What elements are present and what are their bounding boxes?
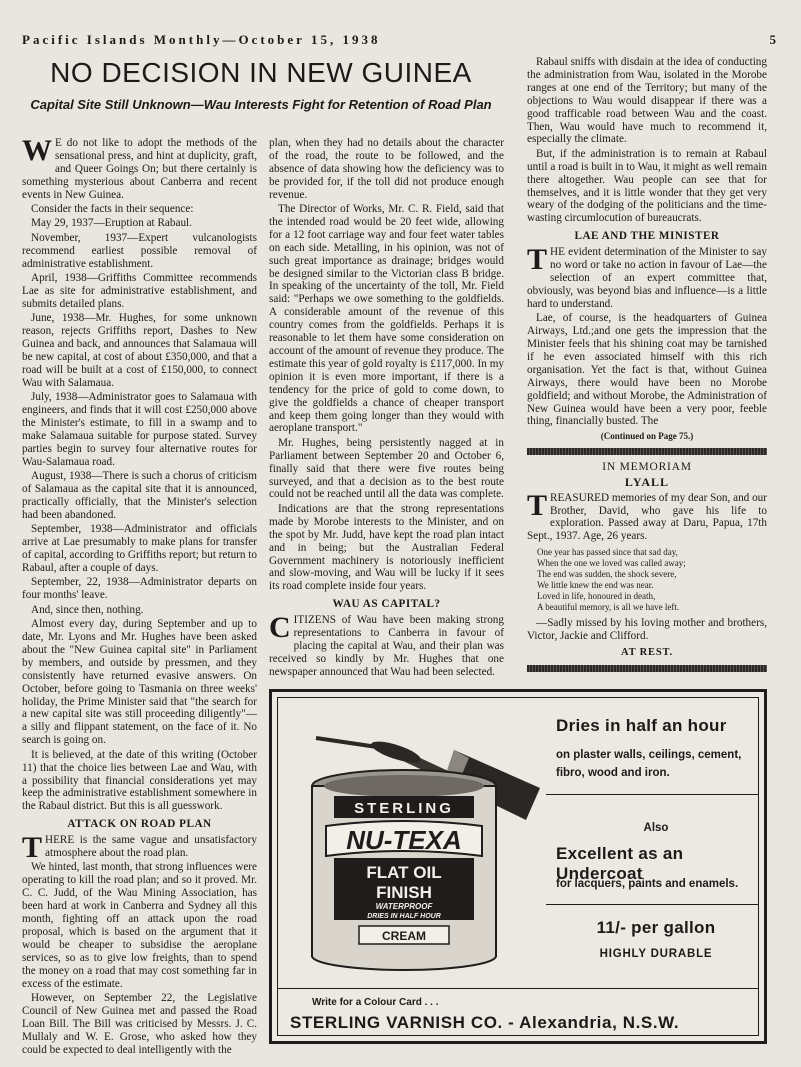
paragraph: August, 1938—There is such a chorus of criticism of Salamaua as the capital site that it is announced, practically officially, that the Minister's selection had been abandoned. — [22, 470, 257, 521]
poem-line: A beautiful memory, is all we have left. — [537, 602, 680, 613]
ad-line-5: for lacquers, paints and enamels. — [556, 878, 739, 890]
ad-frame — [277, 697, 759, 1036]
paragraph: September, 22, 1938—Administrator departs on four months' leave. — [22, 576, 257, 602]
running-title: Pacific Islands Monthly—October 15, 1938 — [22, 32, 381, 47]
divider-rule — [527, 448, 767, 455]
section-heading: ATTACK ON ROAD PLAN — [67, 818, 212, 831]
column-2 — [269, 137, 504, 682]
paragraph: June, 1938—Mr. Hughes, for some unknown reason, rejects Griffiths report, Dashes to New Guinea and back, and announces that Salamaua will be new capital, at cost of about £350,000, and that a road will be built at a cost of £150,000, to connect Wau with Salamaua. — [22, 312, 257, 389]
section-first-text: HERE is the same vague and unsatisfactory atmosphere about the road plan. — [45, 834, 257, 860]
paragraph: However, on September 22, the Legislative Council of New Guinea met and passed the Road Loan Bill. The Bill was criticised by Messrs. J. C. Mullaly and W. E. Grose, who asked how they could be expected to deal intelligently with the — [22, 992, 257, 1056]
paragraph: April, 1938—Griffiths Committee recommends Lae as site for administrative establishment, and submits detailed plans. — [22, 272, 257, 310]
section-heading: WAU AS CAPITAL? — [332, 598, 441, 611]
column-1 — [22, 134, 257, 1056]
paragraph: September, 1938—Administrator and officials arrive at Lae presumably to make plans for transfer of capital, according to Griffiths report; but return to Rabaul, after a couple of days. — [22, 523, 257, 574]
ad-footer — [278, 988, 758, 1035]
paragraph: July, 1938—Administrator goes to Salamaua with engineers, and finds that it will cost £250,000 above the Minister's estimate, to fill in a swamp and to make Salamaua suitable for purpose stated. Survey parties begin to survey four alternative routes for Wau-Salamaua road. — [22, 391, 257, 468]
column-3 — [527, 56, 767, 682]
ad-divider — [546, 794, 758, 795]
dropcap: C — [269, 611, 291, 645]
article-subheadline: Capital Site Still Unknown—Wau Interests Fight for Retention of Road Plan — [30, 97, 492, 112]
ad-durable: HIGHLY DURABLE — [599, 948, 713, 960]
can-tag-2: DRIES IN HALF HOUR — [367, 913, 441, 920]
paragraph: It is believed, at the date of this writing (October 11) that the choice lies between Lae and Wau, with a possibility that financial considerations yet may keep the administrative establishment somewhere in the Rabaul district. But this is all guesswork. — [22, 748, 257, 813]
memoriam-body: REASURED memories of my dear Son, and our Brother, David, who gave his life to exploration. Passed away at Daru, Papua, 17th Sept., 1937. Age, 26 years. — [527, 491, 767, 543]
paragraph: But, if the administration is to remain at Rabaul until a road is built in to Wau, it might as well remain there altogether. Wau people can see that for themselves, and it is little wonder that they get very weary of the dodging of the politicians and the time-wasting circumlocution of bureaucrats. — [527, 147, 767, 225]
dropcap: T — [527, 488, 548, 522]
ad-line-2: on plaster walls, ceilings, cement, fibro, wood and iron. — [556, 749, 742, 779]
ad-write-for: Write for a Colour Card . . . — [312, 997, 439, 1008]
poem-line: The end was sudden, the shock severe, — [537, 569, 677, 580]
dropcap: T — [527, 243, 548, 277]
memoriam-title: IN MEMORIAM — [602, 460, 692, 473]
paragraph: May 29, 1937—Eruption at Rabaul. — [31, 217, 192, 230]
memoriam-notice — [527, 461, 767, 672]
ad-copy — [546, 698, 758, 988]
dropcap: W — [22, 134, 52, 167]
paragraph: The Director of Works, Mr. C. R. Field, said that the intended road would be 20 feet wide, allowing for a 12 foot carriage way and four feet water tables on each side. Metalling, in his opinion, was not of such great importance as drainage; bridges would be designed similar to the Victorian class B bridge. In speaking of the uncertainty of the toll, Mr. Field said: "Perhaps we owe something to the goldfields. A considerable amount of the revenue of this country comes from the goldfields. Perhaps it is reasonable to let them have some consideration on account of the amount of revenue they produce. The estimate this year of gold royalty is £117,000. In my opinion it is even more important, if there is a tendency for the price of gold to come down, to give the goldfields a chance of cheaper transport and keep them going longer than they would with aeroplane transport." — [269, 203, 504, 435]
ad-company: STERLING VARNISH CO. - Alexandria, N.S.W. — [290, 1013, 680, 1032]
memoriam-poem — [537, 547, 767, 613]
can-finish-1: FLAT OIL — [366, 863, 442, 882]
poem-line: When the one we loved was called away; — [537, 558, 686, 569]
ad-line-3: Also — [643, 822, 669, 834]
paragraph: Consider the facts in their sequence: — [31, 203, 194, 216]
section-first-text: HE evident determination of the Minister to say no word or take no action in favour of Lae—the selection of an expert committee that, obviously, was beyond bias and influence—is a little hard to understand. — [527, 246, 767, 310]
can-finish-2: FINISH — [376, 883, 432, 902]
poem-line: One year has passed since that sad day, — [537, 547, 678, 558]
paragraph: November, 1937—Expert vulcanologists recommend earliest possible removal of administrative establishment. — [22, 231, 257, 270]
memoriam-sign-off: AT REST. — [621, 647, 673, 659]
ad-price: 11/- per gallon — [596, 918, 716, 937]
can-product: NU-TEXA — [346, 825, 462, 855]
intro-paragraph — [22, 134, 257, 202]
paragraph: Indications are that the strong representations made by Morobe interests to the Minister, and on the spot by Mr. Judd, have kept the road plan intact and in being; but the Australian Federal Government machinery is notoriously inefficient and slow-moving, and Wau will be lucky if it sees its road complete inside four years. — [269, 502, 504, 593]
ad-divider — [546, 904, 758, 905]
memoriam-name: LYALL — [624, 474, 670, 489]
section-first-text: ITIZENS of Wau have been making strong representations to Canberra in favour of placing the capital at Wau, and their plan was received so kindly by Mr. Hughes that one newspaper announced that Wau had been selected. — [269, 614, 504, 678]
poem-line: Loved in life, honoured in death, — [537, 591, 656, 602]
page-number: 5 — [769, 32, 779, 47]
paragraph: Lae, of course, is the headquarters of Guinea Airways, Ltd.;and one gets the impression that the Minister feels that his shining coat may be tarnished if he even associated himself with this rich organisation. Yet the fact is that, without Guinea Airways, there would have been no Morobe goldfield; and without Morobe, the Administration of New Guinea would have been a very poor, feeble thing, financially busted. The — [527, 312, 767, 428]
paragraph: Mr. Hughes, being persistently nagged at in Parliament between September 20 and October 6, finally said that there were five routes being surveyed, and that a decision as to the best route could not be reached until all the data was complete. — [269, 436, 504, 501]
can-brand: STERLING — [354, 800, 454, 817]
ad-line-4: Excellent as an Undercoat — [556, 844, 684, 883]
article-headline: NO DECISION IN NEW GUINEA — [50, 57, 472, 88]
can-tag-1: WATERPROOF — [375, 902, 433, 911]
section-first-paragraph — [269, 611, 504, 679]
paint-advertisement — [269, 689, 767, 1044]
section-first-paragraph — [22, 831, 257, 865]
paragraph: plan, when they had no details about the character of the road, the route to be followed, and the absence of data showing how the deficiency was to be provided for, if the toll did not produce enough revenue. — [269, 137, 504, 201]
paragraph: Almost every day, during September and up to date, Mr. Lyons and Mr. Hughes have been asked about the "New Guinea capital site" in Parliament by members, and outside by pressmen, and they consistently have returned evasive answers. On October, before going to Tasmania on three weeks' holiday, the Prime Minister said that "the search for a new capital site was still proceeding diligently"—a silly and flippant statement, on the face of it. No search is going on. — [22, 618, 257, 747]
can-colour: CREAM — [382, 929, 426, 943]
ad-line-1: Dries in half an hour — [556, 716, 727, 735]
paragraph: Rabaul sniffs with disdain at the idea of conducting the administration from Wau, isolated in the Morobe ranges at one end of the Territory; but many of the objections to Wau would disappear if there was a good trafficable road between Wau and the coast. Then, Wau would have much to recommend it, especially the climate. — [527, 56, 767, 146]
paragraph: And, since then, nothing. — [31, 603, 144, 616]
paint-can-illustration — [304, 728, 544, 978]
running-head — [22, 32, 779, 50]
continued-note: (Continued on Page 75.) — [600, 430, 694, 441]
section-heading: LAE AND THE MINISTER — [574, 230, 720, 243]
intro-text: E do not like to adopt the methods of the sensational press, and hint at duplicity, graft, and Queer Goings On; but there certainly is something mysterious about Canberra and recent events in New Guinea. — [22, 137, 257, 201]
paragraph: We hinted, last month, that strong influences were operating to kill the road plan; and so it proved. Mr. C. C. Judd, of the Wau Mining Association, has been hard at work in Canberra and Sydney all this month, fighting off an attack upon the road proposal, which is based on the argument that it would be cheaper to subsidise the aeroplane services, so as to give low freights, than to spend the money on a road that may cost something far in excess of the estimate. — [22, 861, 257, 990]
dropcap: T — [22, 831, 43, 865]
memoriam-text — [527, 488, 767, 544]
poem-line: We little knew the end was near. — [537, 580, 654, 591]
divider-rule — [527, 665, 767, 672]
section-first-paragraph — [527, 243, 767, 311]
memoriam-closing: —Sadly missed by his loving mother and brothers, Victor, Jackie and Clifford. — [527, 617, 767, 643]
